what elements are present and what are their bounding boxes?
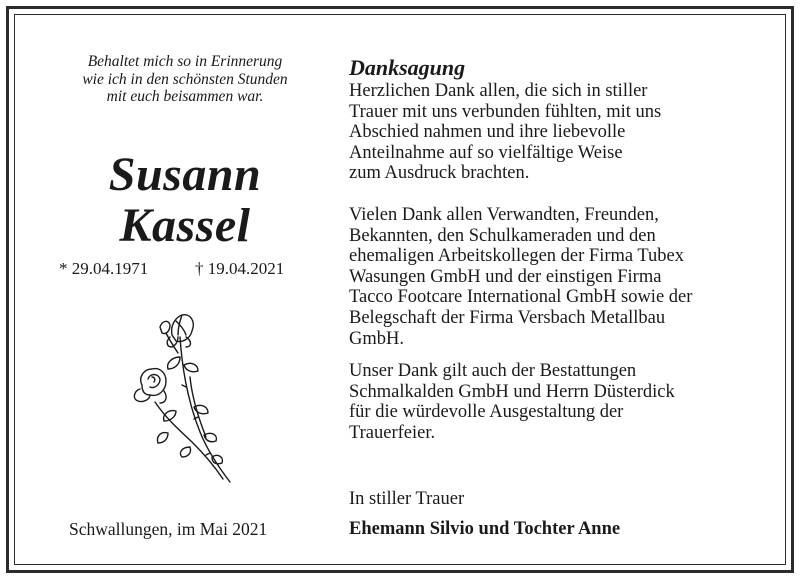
place-and-date: Schwallungen, im Mai 2021 — [69, 519, 268, 539]
thanks-paragraph: Unser Dank gilt auch der Bestattungen Schmalkalden GmbH und Herrn Düsterdick für die würdevolle Ausgestaltung der Trauerfeier. — [349, 361, 675, 443]
deceased-first-name: Susann — [108, 148, 262, 201]
death-date: † 19.04.2021 — [195, 259, 285, 278]
inner-frame — [14, 14, 786, 565]
family-signature: Ehemann Silvio und Tochter Anne — [349, 519, 621, 539]
closing-line: In stiller Trauer — [349, 489, 465, 509]
thanks-paragraph: Vielen Dank allen Verwandten, Freunden, Bekannten, den Schulkameraden und den ehemaligen Arbeitskollegen der Firma Tubex Wasungen GmbH und der einstigen Firma Tacco Footcare International GmbH sowie der Belegschaft der Firma Versbach Metallbau GmbH. — [349, 205, 693, 349]
birth-date: * 29.04.1971 — [59, 259, 149, 278]
obituary-card — [6, 6, 794, 573]
thanks-heading: Danksagung — [349, 55, 466, 80]
thanks-column — [349, 15, 789, 564]
memorial-column — [15, 15, 345, 564]
thanks-paragraph: Herzlichen Dank allen, die sich in stiller Trauer mit uns verbunden fühlten, mit uns Abschied nahmen und ihre liebevolle Anteilnahme auf so vielfältige Weise zum Ausdruck brachten. — [349, 81, 662, 184]
memorial-motto: Behaltet mich so in Erinnerung wie ich in den schönsten Stunden mit euch beisammen war. — [82, 53, 288, 105]
deceased-last-name: Kassel — [119, 199, 251, 252]
rose-icon — [120, 307, 235, 487]
